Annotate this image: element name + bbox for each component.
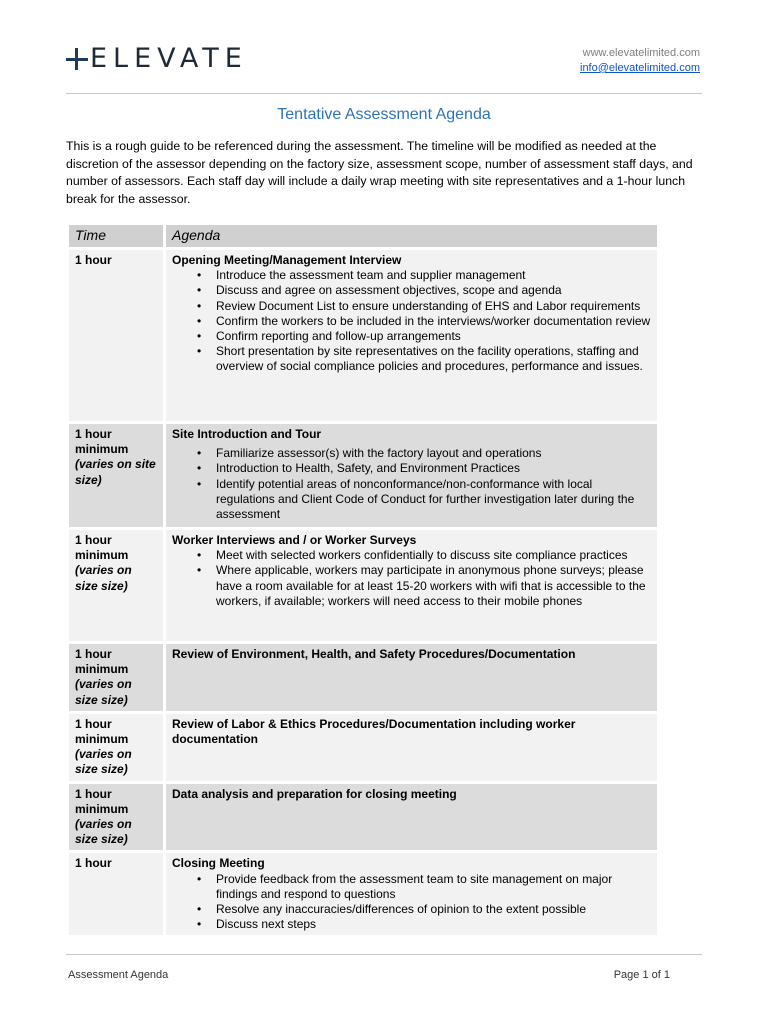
- header-divider: [66, 93, 702, 94]
- agenda-cell: [165, 782, 658, 852]
- time-cell: [69, 529, 165, 643]
- time-note: (varies on size size): [75, 817, 132, 847]
- footer-title: Assessment Agenda: [68, 969, 169, 981]
- agenda-cell: [165, 423, 658, 529]
- agenda-item: • Confirm reporting and follow-up arrangements: [216, 329, 651, 344]
- time-label: 1 hour: [75, 856, 112, 871]
- agenda-cell: [165, 529, 658, 643]
- logo-text: ELEVATE: [90, 43, 248, 74]
- time-label: 1 hour minimum: [75, 427, 129, 457]
- agenda-item-list: [172, 446, 651, 522]
- table-row: [69, 423, 658, 529]
- agenda-item: • Resolve any inaccuracies/differences of opinion to the extent possible: [216, 902, 651, 917]
- table-row: [69, 712, 658, 782]
- agenda-item: • Where applicable, workers may participate in anonymous phone surveys; please have a room available for at least 15-20 workers with wifi that is accessible to the workers, if available; workers will need access to their mobile phones: [216, 563, 651, 609]
- agenda-item: • Discuss next steps: [216, 917, 651, 932]
- email-link[interactable]: info@elevatelimited.com: [580, 62, 700, 74]
- agenda-cell: [165, 643, 658, 713]
- time-note: (varies on size size): [75, 677, 132, 707]
- agenda-item: • Introduction to Health, Safety, and Environment Practices: [216, 461, 651, 476]
- agenda-section-title: Review of Labor & Ethics Procedures/Documentation including worker documentation: [172, 716, 576, 747]
- elevate-logo: [66, 44, 248, 74]
- agenda-section-title: Review of Environment, Health, and Safety Procedures/Documentation: [172, 647, 576, 661]
- column-header-time: Time: [69, 225, 165, 249]
- footer-divider: [66, 954, 702, 955]
- time-cell: [69, 852, 165, 937]
- time-cell: [69, 643, 165, 713]
- intro-paragraph: This is a rough guide to be referenced during the assessment. The timeline will be modified as needed at the discretion of the assessor depending on the factory size, assessment scope, number of assessment staff days, and number of assessors. Each staff day will include a daily wrap meeting with site representatives and a 1-hour lunch break for the assessor.: [66, 139, 693, 206]
- time-label: 1 hour minimum: [75, 786, 129, 816]
- agenda-cell: [165, 249, 658, 423]
- table-row: [69, 643, 658, 713]
- agenda-table: [68, 224, 658, 938]
- time-label: 1 hour minimum: [75, 533, 129, 563]
- page-header: [0, 0, 768, 95]
- agenda-item: • Provide feedback from the assessment team to site management on major findings and respond to questions: [216, 872, 651, 902]
- agenda-item: • Meet with selected workers confidentially to discuss site compliance practices: [216, 548, 651, 563]
- table-row: [69, 529, 658, 643]
- agenda-cell: [165, 712, 658, 782]
- time-note: (varies on site size): [75, 457, 156, 487]
- website-link[interactable]: www.elevatelimited.com: [582, 47, 700, 59]
- agenda-section-title: Site Introduction and Tour: [172, 427, 322, 441]
- time-note: (varies on size size): [75, 563, 132, 593]
- contact-info: [580, 46, 700, 76]
- agenda-item-list: [172, 268, 651, 374]
- column-header-agenda: Agenda: [165, 225, 658, 249]
- agenda-item-list: [172, 548, 651, 609]
- agenda-cell: [165, 852, 658, 937]
- agenda-item: • Confirm the workers to be included in the interviews/worker documentation review: [216, 314, 651, 329]
- time-note: (varies on size size): [75, 747, 132, 777]
- time-label: 1 hour minimum: [75, 716, 129, 747]
- agenda-item: • Review Document List to ensure understanding of EHS and Labor requirements: [216, 299, 651, 314]
- time-cell: [69, 782, 165, 852]
- table-row: [69, 852, 658, 937]
- time-label: 1 hour: [75, 253, 112, 267]
- agenda-item: • Familiarize assessor(s) with the factory layout and operations: [216, 446, 651, 461]
- agenda-section-title: Data analysis and preparation for closing meeting: [172, 786, 457, 801]
- time-cell: [69, 712, 165, 782]
- agenda-section-title: Closing Meeting: [172, 856, 265, 871]
- time-label: 1 hour minimum: [75, 647, 129, 677]
- time-cell: [69, 249, 165, 423]
- agenda-item: • Identify potential areas of nonconformance/non-conformance with local regulations and Client Code of Conduct for further investigation later during the assessment: [216, 477, 651, 523]
- document-title: Tentative Assessment Agenda: [277, 106, 491, 123]
- agenda-section-title: Worker Interviews and / or Worker Surveys: [172, 533, 417, 547]
- agenda-item: • Discuss and agree on assessment objectives, scope and agenda: [216, 283, 651, 298]
- table-row: [69, 249, 658, 423]
- agenda-section-title: Opening Meeting/Management Interview: [172, 253, 402, 267]
- agenda-item-list: [172, 872, 651, 933]
- agenda-item: • Introduce the assessment team and supplier management: [216, 268, 651, 283]
- page-number: Page 1 of 1: [613, 969, 670, 981]
- table-row: [69, 782, 658, 852]
- agenda-item: • Short presentation by site representatives on the facility operations, staffing and overview of social compliance policies and procedures, performance and issues.: [216, 344, 651, 374]
- plus-logo-icon: [66, 48, 88, 70]
- time-cell: [69, 423, 165, 529]
- table-header-row: [69, 225, 658, 249]
